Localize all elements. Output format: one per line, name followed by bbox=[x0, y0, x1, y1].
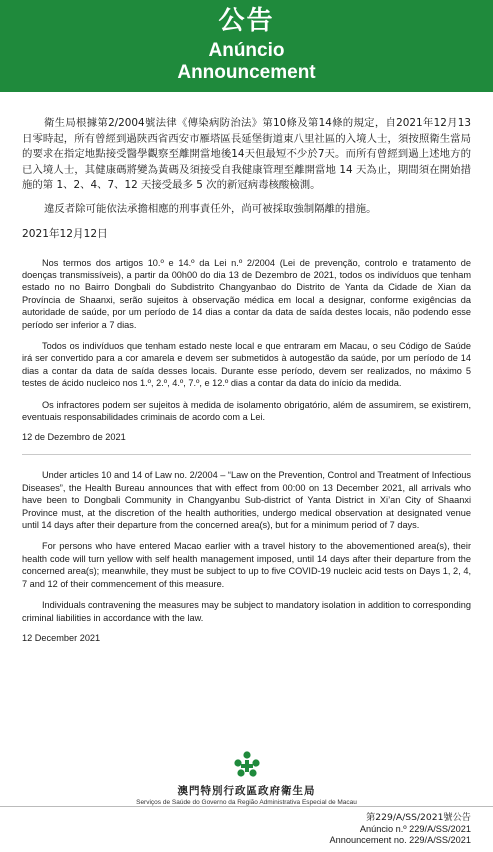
portuguese-date: 12 de Dezembro de 2021 bbox=[22, 432, 126, 443]
portuguese-paragraph-3: Os infractores podem ser sujeitos à medida de isolamento obrigatório, além de assumirem, se existirem, eventuais responsabilidades criminais de acordo com a Lei. bbox=[22, 399, 471, 423]
organization-name-portuguese: Serviços de Saúde do Governo da Região Administrativa Especial de Macau bbox=[136, 799, 357, 806]
english-paragraph-2: For persons who have entered Macao earlier with a travel history to the abovementioned area(s), their health code will turn yellow with self health management imposed, until 14 days after their departure from the concerned area(s); meanwhile, they must be subject to up to five COVID-19 nucleic acid tests on Days 1, 2, 4, 7 and 12 of their commencement of this measure. bbox=[22, 541, 471, 589]
health-bureau-logo-icon bbox=[233, 750, 261, 778]
announcement-body bbox=[22, 116, 471, 655]
reference-english: Announcement no. 229/A/SS/2021 bbox=[329, 835, 471, 845]
footer-divider bbox=[0, 806, 493, 807]
reference-chinese: 第229/A/SS/2021號公告 bbox=[366, 812, 471, 823]
chinese-paragraph-1: 衛生局根據第2/2004號法律《傳染病防治法》第10條及第14條的規定，自2021年12月13日零時起，所有曾經到過陝西省西安市雁塔區長延堡街道東八里社區的入境人士，須按照衛生當局的要求在指定地點接受醫學觀察至離開當地後14天但最短不少於7天。而所有曾經到過上述地方的已入境人士，其健康碼將變為黃碼及須接受自我健康管理至離開當地 14 天為止，期間須在開始措施的第 1、2、4、7、12 天接受最多 5 次的新冠病毒核酸檢測。 bbox=[22, 117, 471, 192]
title-chinese: 公告 bbox=[218, 6, 275, 36]
portuguese-paragraph-2: Todos os indivíduos que tenham estado neste local e que entraram em Macau, o seu Código de Saúde irá ser convertido para a cor amarela e devem ser submetidos à autogestão da saúde, por um período de 14 dias a contar da data de saída desses locais. Durante esse período, devem ser realizados, no máximo 5 testes de ácido nucleico nos 1.º, 2.º, 4.º, 7.º, e 12.º dias a contar da data do início da medida. bbox=[22, 341, 471, 389]
chinese-paragraph-2: 違反者除可能依法承擔相應的刑事責任外，尚可被採取強制隔離的措施。 bbox=[44, 202, 377, 215]
announcement-header bbox=[0, 0, 493, 92]
english-date: 12 December 2021 bbox=[22, 632, 101, 643]
title-english: Announcement bbox=[177, 62, 316, 83]
organization-name-chinese: 澳門特別行政區政府衛生局 bbox=[177, 785, 316, 797]
section-divider bbox=[22, 454, 471, 455]
health-bureau-signature bbox=[0, 750, 493, 806]
portuguese-paragraph-1: Nos termos dos artigos 10.º e 14.º da Lei n.º 2/2004 (Lei de prevenção, controlo e tratamento de doenças transmissíveis), a partir da 00h00 do dia 13 de Dezembro de 2021, todos os indivíduos que tenham estado no no Bairro Dongbali do Subdistrito Changyanbao do Distrito de Yanta da Cidade de Xian da Província de Shaanxi, serão sujeitos à observação médica em local a designar, conforme exigências da autoridade de saúde, por um período de 14 dias a contar da data de saída destes locais, não podendo esse período ser inferior a 7 dias. bbox=[22, 257, 471, 330]
title-portuguese: Anúncio bbox=[208, 40, 285, 61]
reference-portuguese: Anúncio n.º 229/A/SS/2021 bbox=[359, 823, 471, 834]
chinese-date: 2021年12月12日 bbox=[22, 227, 108, 240]
english-paragraph-3: Individuals contravening the measures may be subject to mandatory isolation in addition to corresponding criminal liabilities in accordance with the law. bbox=[22, 600, 471, 623]
english-paragraph-1: Under articles 10 and 14 of Law no. 2/2004 – “Law on the Prevention, Control and Treatment of Infectious Diseases”, the Health Bureau announces that with effect from 00:00 on 13 December 2021, all arrivals who have been to Dongbali Community in Changyanbu Sub-district of Yanta District in Xi’an City of Shaanxi Province must, at the discretion of the health authorities, undergo medical observation at designated venue until 14 days after their departure from the concerned area(s), but for a minimum period of 7 days. bbox=[22, 470, 472, 531]
announcement-reference-numbers bbox=[330, 812, 472, 847]
